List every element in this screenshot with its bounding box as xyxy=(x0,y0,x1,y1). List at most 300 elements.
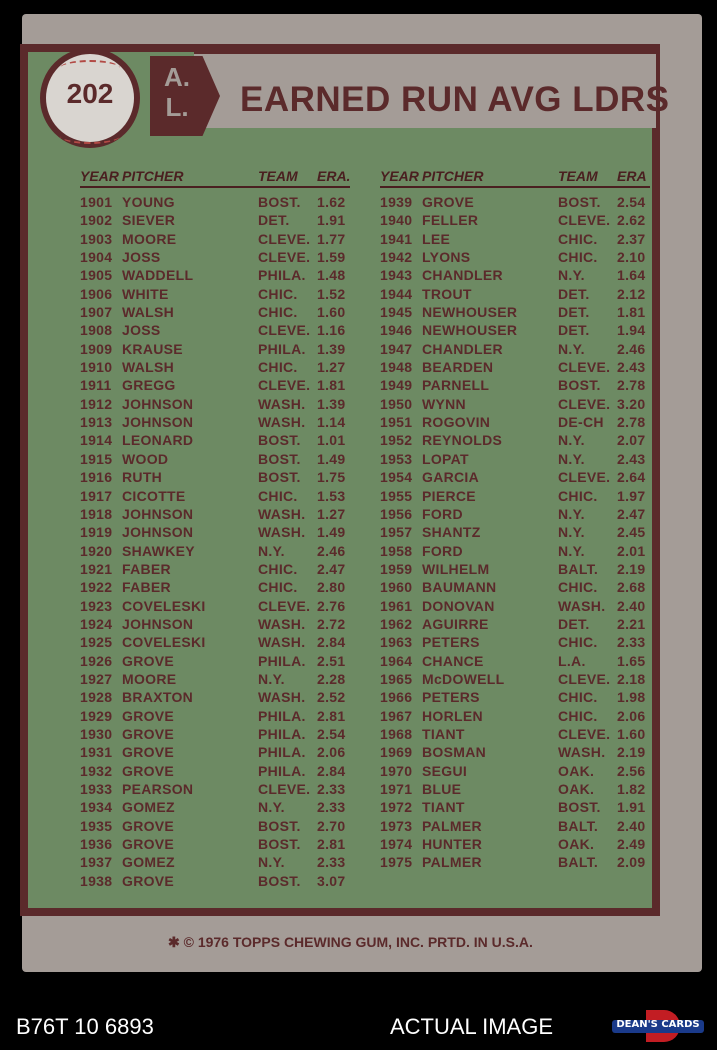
row-year: 1940 xyxy=(380,212,413,229)
row-year: 1934 xyxy=(80,799,113,816)
row-team: WASH. xyxy=(258,395,306,412)
row-year: 1908 xyxy=(80,322,113,339)
row-team: CHIC. xyxy=(258,285,298,302)
header-era: ERA xyxy=(617,168,647,184)
row-era: 1.49 xyxy=(317,524,346,541)
table-row xyxy=(380,781,650,799)
row-era: 1.49 xyxy=(317,450,346,467)
row-year: 1951 xyxy=(380,414,413,431)
row-era: 1.60 xyxy=(617,725,646,742)
table-row xyxy=(80,249,350,267)
row-era: 2.80 xyxy=(317,579,346,596)
row-pitcher: PIERCE xyxy=(422,487,476,504)
row-year: 1946 xyxy=(380,322,413,339)
row-era: 1.91 xyxy=(617,799,646,816)
row-era: 2.33 xyxy=(317,854,346,871)
row-era: 1.39 xyxy=(317,340,346,357)
table-row xyxy=(380,322,650,340)
row-era: 1.60 xyxy=(317,304,346,321)
row-year: 1917 xyxy=(80,487,113,504)
row-era: 2.07 xyxy=(617,432,646,449)
table-row xyxy=(380,304,650,322)
row-year: 1931 xyxy=(80,744,113,761)
header-era: ERA. xyxy=(317,168,351,184)
row-pitcher: GROVE xyxy=(122,817,175,834)
row-era: 1.53 xyxy=(317,487,346,504)
row-era: 2.49 xyxy=(617,836,646,853)
header-year: YEAR xyxy=(380,168,419,184)
row-team: N.Y. xyxy=(558,450,585,467)
table-row xyxy=(80,432,350,450)
row-year: 1937 xyxy=(80,854,113,871)
row-era: 2.06 xyxy=(317,744,346,761)
row-year: 1938 xyxy=(80,872,113,889)
row-team: BOST. xyxy=(258,469,301,486)
table-row xyxy=(380,341,650,359)
header-bar xyxy=(194,44,660,54)
row-team: BOST. xyxy=(258,817,301,834)
row-team: N.Y. xyxy=(558,524,585,541)
row-era: 1.27 xyxy=(317,359,346,376)
row-era: 2.46 xyxy=(617,340,646,357)
card-title: EARNED RUN AVG LDRS xyxy=(240,80,670,119)
table-row xyxy=(380,616,650,634)
row-era: 1.98 xyxy=(617,689,646,706)
row-pitcher: RUTH xyxy=(122,469,163,486)
row-team: CHIC. xyxy=(558,230,598,247)
row-team: N.Y. xyxy=(558,267,585,284)
row-era: 2.52 xyxy=(317,689,346,706)
row-pitcher: YOUNG xyxy=(122,194,175,210)
row-team: CHIC. xyxy=(258,560,298,577)
row-year: 1935 xyxy=(80,817,113,834)
table-row xyxy=(80,396,350,414)
row-year: 1929 xyxy=(80,707,113,724)
row-pitcher: GROVE xyxy=(122,725,175,742)
row-pitcher: GROVE xyxy=(122,836,175,853)
row-team: CLEVE. xyxy=(558,469,611,486)
row-pitcher: GROVE xyxy=(122,872,175,889)
row-era: 2.40 xyxy=(617,817,646,834)
row-year: 1969 xyxy=(380,744,413,761)
table-row xyxy=(80,818,350,836)
row-era: 2.70 xyxy=(317,817,346,834)
row-pitcher: SIEVER xyxy=(122,212,176,229)
row-team: BALT. xyxy=(558,560,599,577)
row-pitcher: GROVE xyxy=(122,744,175,761)
row-team: CLEVE. xyxy=(258,597,311,614)
row-year: 1905 xyxy=(80,267,113,284)
row-year: 1904 xyxy=(80,249,113,266)
row-pitcher: PALMER xyxy=(422,817,482,834)
row-pitcher: FORD xyxy=(422,542,463,559)
row-pitcher: TROUT xyxy=(422,285,472,302)
row-pitcher: JOSS xyxy=(122,249,161,266)
table-row xyxy=(380,488,650,506)
row-team: BOST. xyxy=(558,194,601,210)
row-team: OAK. xyxy=(558,762,595,779)
row-team: PHILA. xyxy=(258,267,306,284)
row-pitcher: PALMER xyxy=(422,854,482,871)
row-pitcher: GROVE xyxy=(122,762,175,779)
row-pitcher: TIANT xyxy=(422,799,465,816)
row-year: 1902 xyxy=(80,212,113,229)
row-pitcher: FABER xyxy=(122,560,171,577)
table-row xyxy=(380,249,650,267)
ball-stitch-top xyxy=(60,60,120,76)
table-row xyxy=(80,543,350,561)
row-pitcher: FELLER xyxy=(422,212,479,229)
table-row xyxy=(380,212,650,230)
row-year: 1918 xyxy=(80,505,113,522)
row-pitcher: GARCIA xyxy=(422,469,480,486)
table-row xyxy=(380,414,650,432)
league-letter-l: L. xyxy=(165,92,189,122)
row-era: 2.09 xyxy=(617,854,646,871)
row-year: 1911 xyxy=(80,377,112,394)
row-team: OAK. xyxy=(558,781,595,797)
row-pitcher: HORLEN xyxy=(422,707,483,724)
row-team: CLEVE. xyxy=(558,670,611,687)
table-row xyxy=(380,286,650,304)
row-pitcher: AGUIRRE xyxy=(422,615,489,632)
left-rows xyxy=(80,194,350,891)
row-pitcher: PEARSON xyxy=(122,781,194,797)
row-year: 1948 xyxy=(380,359,413,376)
row-era: 2.01 xyxy=(617,542,646,559)
header-team: TEAM xyxy=(558,168,598,184)
row-era: 1.16 xyxy=(317,322,346,339)
row-team: N.Y. xyxy=(258,799,285,816)
row-year: 1972 xyxy=(380,799,413,816)
table-row xyxy=(380,377,650,395)
row-year: 1942 xyxy=(380,249,413,266)
row-team: CHIC. xyxy=(258,487,298,504)
table-row xyxy=(80,781,350,799)
row-pitcher: COVELESKI xyxy=(122,634,206,651)
row-team: N.Y. xyxy=(558,505,585,522)
header-team: TEAM xyxy=(258,168,298,184)
row-era: 2.06 xyxy=(617,707,646,724)
table-row xyxy=(80,469,350,487)
row-era: 2.33 xyxy=(617,634,646,651)
row-era: 2.47 xyxy=(617,505,646,522)
row-pitcher: WALSH xyxy=(122,359,175,376)
row-era: 1.48 xyxy=(317,267,346,284)
table-row xyxy=(380,543,650,561)
row-year: 1915 xyxy=(80,450,113,467)
row-pitcher: WILHELM xyxy=(422,560,490,577)
row-pitcher: BLUE xyxy=(422,781,462,797)
row-era: 2.19 xyxy=(617,744,646,761)
row-team: BOST. xyxy=(258,432,301,449)
table-row xyxy=(80,653,350,671)
row-year: 1953 xyxy=(380,450,413,467)
row-team: PHILA. xyxy=(258,762,306,779)
header-pitcher: PITCHER xyxy=(122,168,184,184)
row-team: N.Y. xyxy=(558,542,585,559)
table-row xyxy=(380,836,650,854)
row-year: 1939 xyxy=(380,194,413,210)
row-pitcher: JOHNSON xyxy=(122,395,194,412)
table-row xyxy=(380,359,650,377)
row-era: 3.07 xyxy=(317,872,346,889)
row-team: CLEVE. xyxy=(258,249,311,266)
row-team: WASH. xyxy=(558,744,606,761)
table-row xyxy=(80,359,350,377)
row-team: PHILA. xyxy=(258,725,306,742)
header-pitcher: PITCHER xyxy=(422,168,484,184)
row-pitcher: WADDELL xyxy=(122,267,194,284)
row-year: 1966 xyxy=(380,689,413,706)
row-team: CLEVE. xyxy=(258,230,311,247)
row-year: 1964 xyxy=(380,652,413,669)
row-team: N.Y. xyxy=(258,542,285,559)
row-pitcher: WYNN xyxy=(422,395,466,412)
row-year: 1910 xyxy=(80,359,113,376)
row-pitcher: NEWHOUSER xyxy=(422,322,518,339)
row-team: N.Y. xyxy=(558,432,585,449)
column-header xyxy=(80,168,350,188)
row-year: 1907 xyxy=(80,304,113,321)
row-era: 3.20 xyxy=(617,395,646,412)
table-row xyxy=(80,304,350,322)
table-row xyxy=(80,763,350,781)
row-pitcher: WHITE xyxy=(122,285,169,302)
table-row xyxy=(380,854,650,872)
row-team: CHIC. xyxy=(558,634,598,651)
row-team: DET. xyxy=(558,615,590,632)
row-year: 1922 xyxy=(80,579,113,596)
row-year: 1955 xyxy=(380,487,413,504)
row-team: CLEVE. xyxy=(558,395,611,412)
table-row xyxy=(80,341,350,359)
row-year: 1913 xyxy=(80,414,113,431)
row-pitcher: FORD xyxy=(422,505,463,522)
row-year: 1927 xyxy=(80,670,113,687)
row-year: 1924 xyxy=(80,615,113,632)
row-era: 1.39 xyxy=(317,395,346,412)
table-row xyxy=(380,671,650,689)
row-year: 1933 xyxy=(80,781,113,797)
table-row xyxy=(380,194,650,212)
row-team: CHIC. xyxy=(558,487,598,504)
row-team: BOST. xyxy=(258,450,301,467)
row-era: 2.40 xyxy=(617,597,646,614)
table-row xyxy=(380,726,650,744)
row-era: 2.37 xyxy=(617,230,646,247)
row-era: 2.51 xyxy=(317,652,346,669)
row-pitcher: JOHNSON xyxy=(122,505,194,522)
row-team: DET. xyxy=(558,322,590,339)
row-era: 1.64 xyxy=(617,267,646,284)
row-year: 1903 xyxy=(80,230,113,247)
row-year: 1906 xyxy=(80,285,113,302)
row-year: 1973 xyxy=(380,817,413,834)
row-year: 1956 xyxy=(380,505,413,522)
row-era: 1.01 xyxy=(317,432,346,449)
table-row xyxy=(80,506,350,524)
row-era: 2.19 xyxy=(617,560,646,577)
table-row xyxy=(80,414,350,432)
league-label xyxy=(152,62,202,122)
row-team: CHIC. xyxy=(558,249,598,266)
row-year: 1943 xyxy=(380,267,413,284)
table-row xyxy=(80,616,350,634)
inventory-code: B76T 10 6893 xyxy=(16,1014,154,1039)
row-era: 1.91 xyxy=(317,212,346,229)
row-team: WASH. xyxy=(258,524,306,541)
table-row xyxy=(80,598,350,616)
table-row xyxy=(380,744,650,762)
row-team: CLEVE. xyxy=(558,359,611,376)
row-team: PHILA. xyxy=(258,652,306,669)
table-row xyxy=(80,744,350,762)
leaders-column-left xyxy=(80,168,350,891)
row-year: 1901 xyxy=(80,194,113,210)
row-pitcher: GREGG xyxy=(122,377,176,394)
row-pitcher: JOHNSON xyxy=(122,524,194,541)
table-row xyxy=(80,836,350,854)
row-year: 1925 xyxy=(80,634,113,651)
table-row xyxy=(380,579,650,597)
row-era: 1.59 xyxy=(317,249,346,266)
row-team: CLEVE. xyxy=(258,377,311,394)
row-pitcher: GROVE xyxy=(122,652,175,669)
row-pitcher: DONOVAN xyxy=(422,597,495,614)
table-row xyxy=(80,579,350,597)
table-row xyxy=(380,432,650,450)
row-year: 1954 xyxy=(380,469,413,486)
row-pitcher: JOHNSON xyxy=(122,615,194,632)
table-row xyxy=(80,194,350,212)
row-team: CHIC. xyxy=(258,304,298,321)
row-pitcher: LEE xyxy=(422,230,451,247)
row-team: BOST. xyxy=(258,836,301,853)
row-year: 1936 xyxy=(80,836,113,853)
row-year: 1944 xyxy=(380,285,413,302)
row-pitcher: GOMEZ xyxy=(122,854,175,871)
row-pitcher: TIANT xyxy=(422,725,465,742)
table-row xyxy=(380,598,650,616)
row-team: CHIC. xyxy=(258,579,298,596)
table-row xyxy=(380,469,650,487)
row-year: 1965 xyxy=(380,670,413,687)
row-year: 1958 xyxy=(380,542,413,559)
row-pitcher: McDOWELL xyxy=(422,670,505,687)
row-era: 2.84 xyxy=(317,634,346,651)
row-pitcher: SHANTZ xyxy=(422,524,481,541)
row-era: 2.10 xyxy=(617,249,646,266)
row-era: 2.78 xyxy=(617,414,646,431)
row-year: 1912 xyxy=(80,395,113,412)
table-row xyxy=(380,799,650,817)
leaders-column-right xyxy=(380,168,650,873)
row-pitcher: CICOTTE xyxy=(122,487,186,504)
table-row xyxy=(380,763,650,781)
row-pitcher: KRAUSE xyxy=(122,340,183,357)
row-year: 1968 xyxy=(380,725,413,742)
row-era: 2.21 xyxy=(617,615,646,632)
row-year: 1914 xyxy=(80,432,113,449)
row-era: 2.76 xyxy=(317,597,346,614)
row-pitcher: LYONS xyxy=(422,249,471,266)
row-pitcher: PETERS xyxy=(422,689,480,706)
row-era: 2.45 xyxy=(617,524,646,541)
row-team: WASH. xyxy=(258,505,306,522)
row-pitcher: FABER xyxy=(122,579,171,596)
row-team: N.Y. xyxy=(558,340,585,357)
table-row xyxy=(380,267,650,285)
table-row xyxy=(380,561,650,579)
row-era: 2.46 xyxy=(317,542,346,559)
table-row xyxy=(380,524,650,542)
row-year: 1930 xyxy=(80,725,113,742)
table-row xyxy=(80,524,350,542)
row-team: PHILA. xyxy=(258,707,306,724)
row-team: BOST. xyxy=(258,872,301,889)
row-year: 1974 xyxy=(380,836,413,853)
row-team: BALT. xyxy=(558,854,599,871)
row-pitcher: JOHNSON xyxy=(122,414,194,431)
row-team: L.A. xyxy=(558,652,586,669)
row-year: 1950 xyxy=(380,395,413,412)
row-team: OAK. xyxy=(558,836,595,853)
row-team: WASH. xyxy=(258,689,306,706)
row-year: 1962 xyxy=(380,615,413,632)
row-era: 2.33 xyxy=(317,781,346,797)
row-team: CHIC. xyxy=(558,707,598,724)
row-pitcher: MOORE xyxy=(122,670,177,687)
row-pitcher: HUNTER xyxy=(422,836,483,853)
row-pitcher: GROVE xyxy=(122,707,175,724)
row-era: 2.54 xyxy=(317,725,346,742)
table-row xyxy=(80,854,350,872)
row-year: 1967 xyxy=(380,707,413,724)
row-year: 1941 xyxy=(380,230,413,247)
row-year: 1923 xyxy=(80,597,113,614)
row-year: 1952 xyxy=(380,432,413,449)
row-year: 1945 xyxy=(380,304,413,321)
row-pitcher: CHANCE xyxy=(422,652,484,669)
row-year: 1919 xyxy=(80,524,113,541)
row-year: 1932 xyxy=(80,762,113,779)
row-year: 1971 xyxy=(380,781,413,797)
row-era: 1.62 xyxy=(317,194,346,210)
header-year: YEAR xyxy=(80,168,119,184)
table-row xyxy=(80,322,350,340)
row-team: BOST. xyxy=(258,194,301,210)
table-row xyxy=(380,708,650,726)
row-era: 2.47 xyxy=(317,560,346,577)
table-row xyxy=(80,708,350,726)
row-pitcher: ROGOVIN xyxy=(422,414,491,431)
row-era: 1.75 xyxy=(317,469,346,486)
row-pitcher: GOMEZ xyxy=(122,799,175,816)
row-era: 2.78 xyxy=(617,377,646,394)
table-row xyxy=(380,506,650,524)
row-year: 1957 xyxy=(380,524,413,541)
row-era: 1.52 xyxy=(317,285,346,302)
row-pitcher: LEONARD xyxy=(122,432,194,449)
row-team: WASH. xyxy=(258,615,306,632)
row-pitcher: SHAWKEY xyxy=(122,542,195,559)
row-team: BOST. xyxy=(558,377,601,394)
row-year: 1960 xyxy=(380,579,413,596)
row-year: 1959 xyxy=(380,560,413,577)
league-letter-a: A. xyxy=(164,62,190,92)
row-team: DET. xyxy=(558,304,590,321)
